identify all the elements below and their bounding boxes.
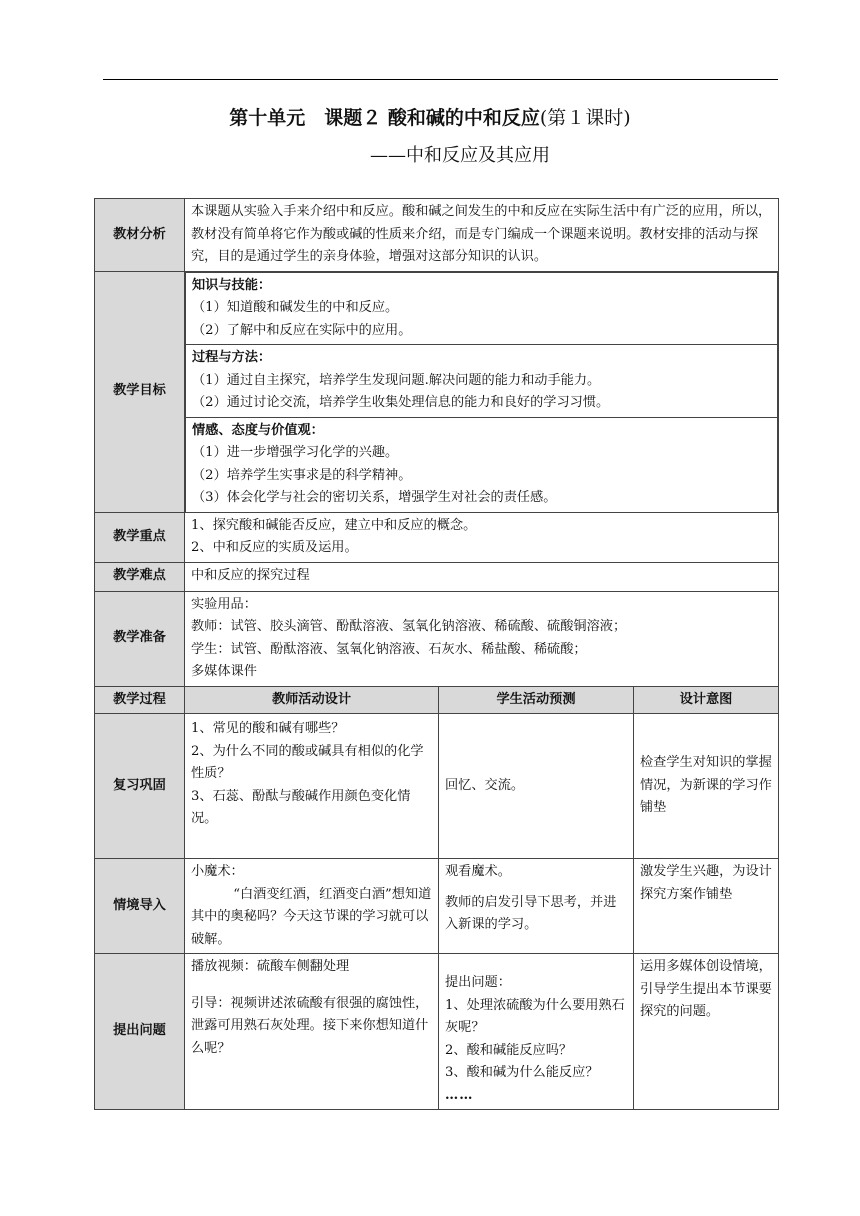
goals-knowledge	[186, 272, 778, 345]
label-question: 提出问题	[95, 954, 185, 1110]
label-difficulty: 教学难点	[95, 562, 185, 591]
focus-cell	[185, 512, 779, 562]
label-analysis: 教材分析	[95, 199, 185, 272]
row-review	[95, 714, 779, 859]
header-intent: 设计意图	[634, 686, 779, 714]
page-title	[0, 103, 860, 133]
row-prep	[95, 591, 779, 686]
question-student-item: 提出问题：	[445, 975, 511, 990]
label-review: 复习巩固	[95, 714, 185, 859]
intro-teacher	[185, 859, 439, 954]
label-prep: 教学准备	[95, 591, 185, 686]
question-student-item: 2、酸和碱能反应吗？	[445, 1042, 573, 1058]
row-goals	[95, 271, 779, 512]
goals-process	[186, 345, 778, 418]
row-question	[95, 954, 779, 1110]
question-teacher-item: 播放视频：硫酸车侧翻处理	[191, 959, 350, 974]
process-item: （1）通过自主探究，培养学生发现问题.解决问题的能力和动手能力。	[192, 372, 601, 388]
header-teacher: 教师活动设计	[185, 686, 439, 714]
label-focus: 教学重点	[95, 512, 185, 562]
row-analysis	[95, 199, 779, 272]
emotion-item: （3）体会化学与社会的密切关系，增强学生对社会的责任感。	[192, 490, 557, 505]
analysis-text: 本课题从实验入手来介绍中和反应。酸和碱之间发生的中和反应在实际生活中有广泛的应用，所以，教材没有简单将它作为酸或碱的性质来介绍，而是专门编成一个课题来说明。教材安排的活动与探究，目的是通过学生的亲身体验，增强对这部分知识的认识。	[185, 199, 779, 272]
process-item: （2）通过讨论交流，培养学生收集处理信息的能力和良好的学习习惯。	[192, 395, 610, 410]
goals-cell	[185, 271, 779, 512]
prep-cell	[185, 591, 779, 686]
review-question: 1、常见的酸和碱有哪些？	[191, 721, 345, 736]
intro-body: “白酒变红酒，红酒变白酒”想知道其中的奥秘吗？今天这节课的学习就可以破解。	[191, 886, 432, 947]
process-title: 过程与方法：	[192, 350, 272, 365]
prep-item: 教师：试管、胶头滴管、酚酞溶液、氢氧化钠溶液、稀硫酸、硫酸铜溶液；	[191, 619, 627, 634]
question-student-item: 3、酸和碱为什么能反应？	[445, 1065, 599, 1080]
focus-item: 1、探究酸和碱能否反应，建立中和反应的概念。	[191, 517, 477, 533]
row-process-header	[95, 686, 779, 714]
intro-student-item: 观看魔术。	[445, 864, 511, 879]
focus-item: 2、中和反应的实质及运用。	[191, 540, 358, 555]
emotion-item: （1）进一步增强学习化学的兴趣。	[192, 445, 399, 460]
question-teacher	[185, 954, 439, 1110]
review-intent: 检查学生对知识的掌握情况，为新课的学习作铺垫	[634, 714, 779, 859]
intro-intent: 激发学生兴趣，为设计探究方案作铺垫	[634, 859, 779, 954]
review-question: 2、为什么不同的酸或碱具有相似的化学性质？	[191, 743, 424, 781]
review-question: 3、石蕊、酚酞与酸碱作用颜色变化情况。	[191, 788, 411, 826]
title-lesson: (第１课时)	[539, 107, 631, 129]
knowledge-title: 知识与技能：	[192, 277, 272, 293]
prep-item: 多媒体课件	[191, 664, 257, 679]
title-main: 第十单元 课题２ 酸和碱的中和反应	[229, 107, 540, 129]
question-intent: 运用多媒体创设情境，引导学生提出本节课要探究的问题。	[634, 954, 779, 1110]
goals-subtable	[185, 272, 778, 512]
lesson-plan-table	[94, 198, 779, 1110]
review-teacher	[185, 714, 439, 859]
header-process: 教学过程	[95, 686, 185, 714]
prep-item: 学生：试管、酚酞溶液、氢氧化钠溶液、石灰水、稀盐酸、稀硫酸；	[191, 641, 587, 657]
difficulty-text: 中和反应的探究过程	[185, 562, 779, 591]
knowledge-item: （2）了解中和反应在实际中的应用。	[192, 322, 412, 338]
emotion-item: （2）培养学生实事求是的科学精神。	[192, 467, 412, 483]
row-intro	[95, 859, 779, 954]
label-goals: 教学目标	[95, 271, 185, 512]
question-student	[439, 954, 634, 1110]
header-student: 学生活动预测	[439, 686, 634, 714]
header-rule	[103, 79, 778, 80]
row-focus	[95, 512, 779, 562]
knowledge-item: （1）知道酸和碱发生的中和反应。	[192, 300, 399, 315]
question-student-item: ……	[445, 1087, 474, 1103]
row-difficulty	[95, 562, 779, 591]
prep-item: 实验用品：	[191, 596, 257, 612]
review-student: 回忆、交流。	[439, 714, 634, 859]
question-student-item: 1、处理浓硫酸为什么要用熟石灰呢？	[445, 997, 625, 1035]
intro-student-item: 教师的启发引导下思考，并进入新课的学习。	[445, 894, 617, 932]
intro-title: 小魔术：	[191, 864, 244, 879]
page-subtitle: ——中和反应及其应用	[370, 145, 550, 166]
emotion-title: 情感、态度与价值观：	[192, 422, 324, 438]
goals-emotion	[186, 417, 778, 512]
intro-student	[439, 859, 634, 954]
question-teacher-item: 引导：视频讲述浓硫酸有很强的腐蚀性，泄露可用熟石灰处理。接下来你想知道什么呢？	[191, 995, 429, 1056]
label-intro: 情境导入	[95, 859, 185, 954]
